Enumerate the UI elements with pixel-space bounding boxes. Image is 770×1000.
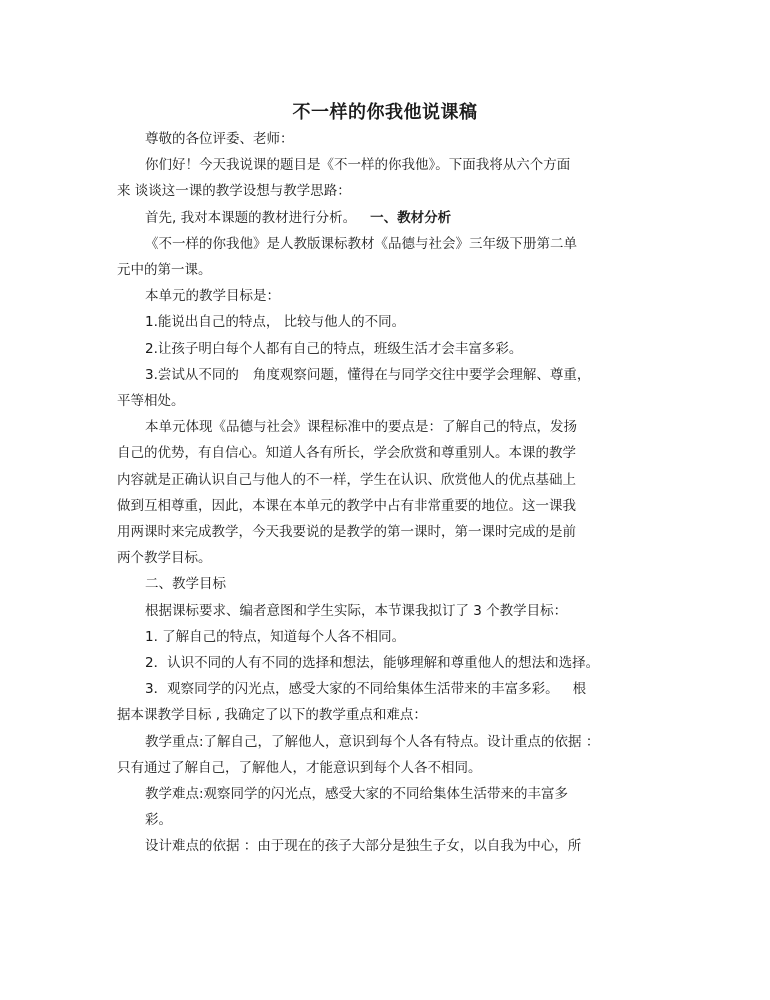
paragraph-line: 《不一样的你我他》是人教版课标教材《品德与社会》三年级下册第二单	[145, 235, 577, 252]
list-item: 1.能说出自己的特点， 比较与他人的不同。	[145, 314, 406, 331]
paragraph-line: 设计难点的依据 ：由于现在的孩子大部分是独生子女，以自我为中心，所	[145, 838, 582, 855]
list-item: 1. 了解自己的特点，知道每个人各不相同。	[145, 628, 406, 645]
paragraph-line: 教学重点:了解自己，了解他人，意识到每个人各有特点。设计重点的依据 ：	[145, 733, 600, 750]
paragraph-line: 做到互相尊重，因此，本课在本单元的教学中占有非常重要的地位。这一课我	[117, 497, 576, 514]
document-body	[117, 126, 657, 860]
section-heading-2: 二、教学目标	[145, 576, 226, 593]
paragraph-line	[117, 205, 657, 231]
paragraph-line: 来 谈谈这一课的教学设想与教学思路：	[117, 183, 351, 200]
list-item: 3．观察同学的闪光点，感受大家的不同给集体生活带来的丰富多彩。 根	[145, 681, 587, 698]
paragraph-line: 两个教学目标。	[117, 550, 212, 567]
paragraph-line: 彩。	[145, 812, 172, 829]
paragraph-line: 根据课标要求、编者意图和学生实际，本节课我拟订了 3 个教学目标：	[145, 602, 568, 619]
intro-text: 首先, 我对本课题的教材进行分析。	[145, 209, 357, 226]
list-item: 2.让孩子明白每个人都有自己的特点，班级生活才会丰富多彩。	[145, 340, 523, 357]
list-item: 3.尝试从不同的 角度观察问题，懂得在与同学交往中要学会理解、尊重，	[145, 366, 591, 383]
paragraph-line: 用两课时来完成教学，今天我要说的是教学的第一课时，第一课时完成的是前	[117, 524, 576, 541]
paragraph-line: 内容就是正确认识自己与他人的不一样，学生在认识、欣赏他人的优点基础上	[117, 471, 576, 488]
paragraph-line: 自己的优势，有自信心。知道人各有所长，学会欣赏和尊重别人。本课的教学	[117, 445, 576, 462]
section-heading-1: 一、教材分析	[370, 209, 452, 226]
paragraph-line: 据本课教学目标 , 我确定了以下的教学重点和难点：	[117, 707, 427, 724]
paragraph-line: 本单元体现《品德与社会》课程标准中的要点是：了解自己的特点，发扬	[145, 419, 577, 436]
paragraph-line: 本单元的教学目标是：	[145, 288, 280, 305]
paragraph-line: 元中的第一课。	[117, 262, 212, 279]
list-item: 2．认识不同的人有不同的选择和想法，能够理解和尊重他人的想法和选择。	[145, 655, 600, 672]
paragraph-line: 教学难点:观察同学的闪光点，感受大家的不同给集体生活带来的丰富多	[145, 786, 569, 803]
paragraph-line: 平等相处。	[117, 393, 185, 410]
paragraph-line: 只有通过了解自己，了解他人，才能意识到每个人各不相同。	[117, 759, 482, 776]
greeting-line: 尊敬的各位评委、老师：	[145, 131, 294, 147]
page-title: 不一样的你我他说课稿	[292, 102, 478, 123]
paragraph-line: 你们好！今天我说课的题目是《不一样的你我他》。下面我将从六个方面	[145, 157, 571, 174]
